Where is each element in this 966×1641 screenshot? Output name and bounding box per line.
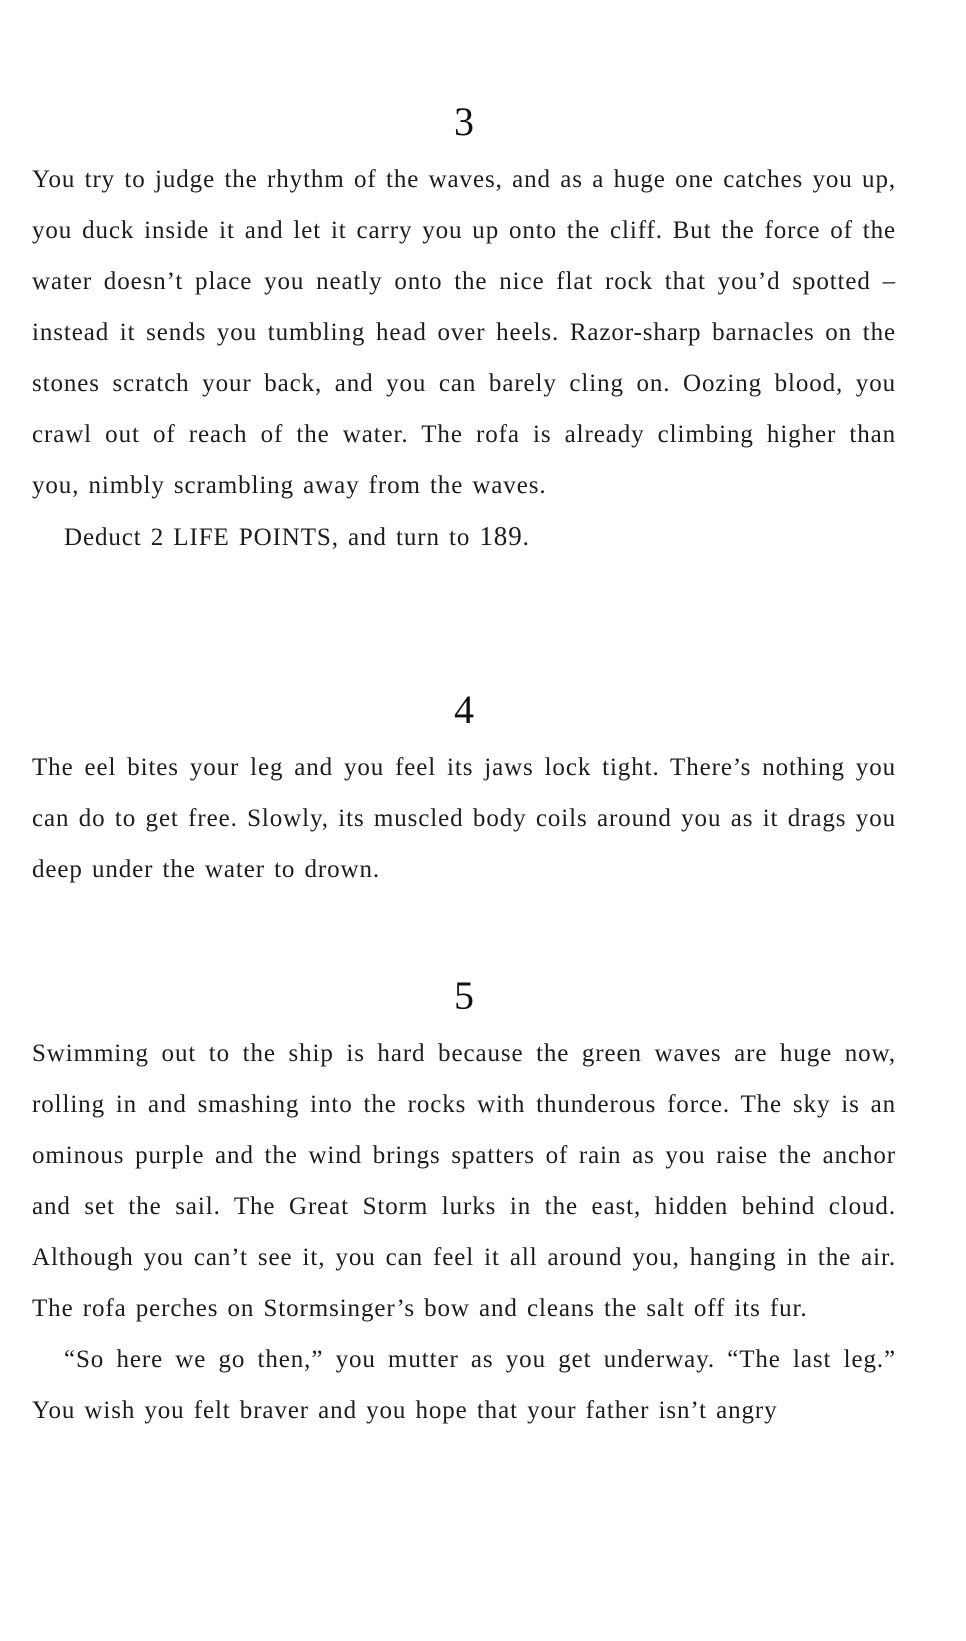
- section-number: 3: [454, 99, 474, 144]
- turn-to-link[interactable]: 189: [479, 521, 523, 551]
- section-number: 5: [454, 973, 474, 1018]
- instruction-suffix: .: [522, 524, 530, 551]
- section-paragraph: You try to judge the rhythm of the waves, and as a huge one catches you up, you duck inside it and let it carry you up onto the cliff. But the force of the water doesn’t place you neatly onto the nice flat rock that you’d spotted – instead it sends you tumbling head over heels. Razor-sharp barnacles on the stones scratch your back, and you can barely cling on. Oozing blood, you crawl out of reach of the water. The rofa is already climbing higher than you, nimbly scrambling away from the waves.: [32, 166, 896, 499]
- instruction-line: [32, 511, 896, 563]
- section-number: 4: [454, 687, 474, 732]
- section-4: [32, 686, 896, 895]
- section-paragraph: Swimming out to the ship is hard because the green waves are huge now, rolling in and smashing into the rocks with thunderous force. The sky is an ominous purple and the wind brings spatters of rain as you raise the anchor and set the sail. The Great Storm lurks in the east, hidden behind cloud. Although you can’t see it, you can feel it all around you, hanging in the air. The rofa perches on Stormsinger’s bow and cleans the salt off its fur.: [32, 1040, 896, 1322]
- section-paragraph: “So here we go then,” you mutter as you get underway. “The last leg.” You wish you felt braver and you hope that your father isn’t angry: [32, 1346, 896, 1424]
- section-3: [32, 98, 896, 563]
- section-5: [32, 972, 896, 1436]
- section-paragraph: The eel bites your leg and you feel its jaws lock tight. There’s nothing you can do to get free. Slowly, its muscled body coils around you as it drags you deep under the water to drown.: [32, 754, 896, 883]
- instruction-text: Deduct 2 LIFE POINTS, and turn to: [64, 524, 480, 551]
